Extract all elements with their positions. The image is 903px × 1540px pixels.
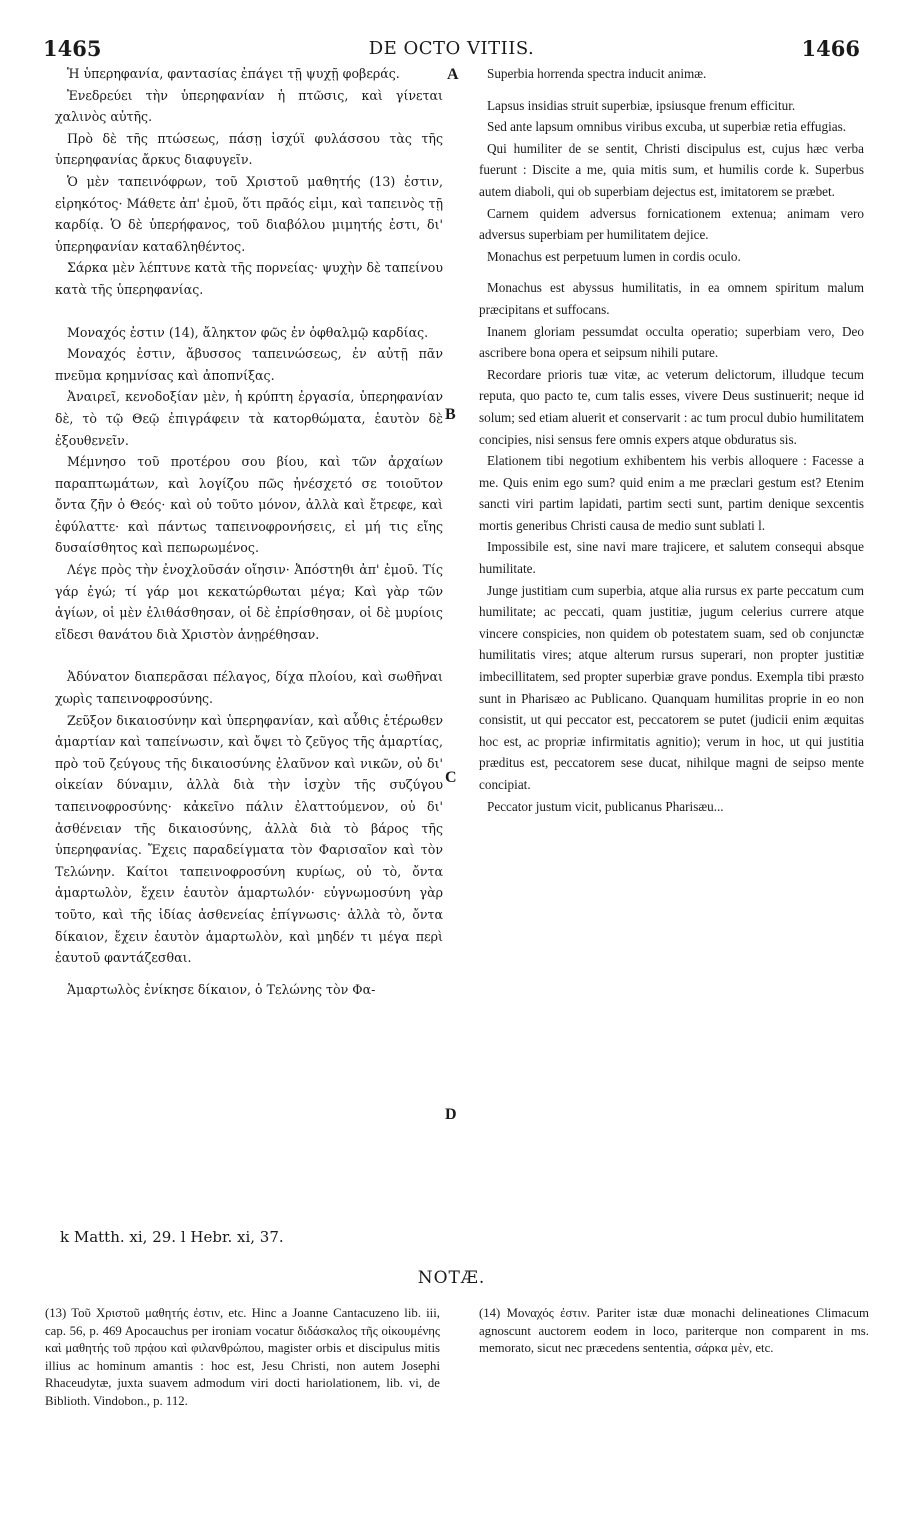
greek-column (55, 63, 443, 1000)
latin-paragraph: Monachus est abyssus humilitatis, in ea omnem spiritum malum præcipitans et suffocans. (479, 280, 864, 317)
greek-paragraph: Μέμνησο τοῦ προτέρου σου βίου, καὶ τῶν ἀρχαίων παραπτωμάτων, καὶ λογίζου πῶς ἠνέσχετό σε τοιοῦτον ὄντα ζῆν ὁ Θεός· καὶ οὐ τοῦτο μόνον, ἀλλὰ καὶ ἔτρεφε, καὶ ἐφύλαττε· καὶ πάντως ταπεινοφρονήσεις, εἰ μή τις εἴης δυσαίσθητος καὶ πεπωρωμένος. (55, 454, 443, 556)
note-14: (14) Μοναχός ἐστιν. Pariter istæ duæ monachi delineationes Climacum agnoscunt auctorem eodem in loco, pariterque non comparent in ms. memorato, sicut nec præcedens sententia, σάρκα μὲν, etc. (479, 1306, 869, 1355)
greek-paragraph: Πρὸ δὲ τῆς πτώσεως, πάσῃ ἰσχύϊ φυλάσσου τὰς τῆς ὑπερηφανίας ἄρκυς διαφυγεῖν. (55, 130, 443, 168)
latin-paragraph: Impossibile est, sine navi mare trajicere, et salutem consequi absque humilitate. (479, 539, 864, 577)
greek-paragraph: Ἐνεδρεύει τὴν ὑπερηφανίαν ἡ πτῶσις, καὶ γίνεται χαλινὸς αὐτῆς. (55, 87, 443, 125)
latin-paragraph: Junge justitiam cum superbia, atque alia rursus ex parte peccatum cum humilitate; ac peccati, quam justitiæ, jugum celerius currere atque vincere conspicies, non quidem ob potestatem suam, sed ob conjunctæ humilitatis vires; atque alterum rursus superari, non propter justitiæ imbecillitatem, sed propter superbiæ grave pondus. Exempla tibi præsto sunt in Pharisæo ac Publicano. Quanquam humilitas proprie in eo non consistit, ut qui peccator est, peccatorem se putet (judicii enim æquitas hoc est, ac propriæ infirmitatis agnitio); verum in hoc, ut qui justitia præditus est, peccatorem sese ducat, nihilque magni de seipso mente concipiat. (479, 582, 864, 792)
footnote-references: k Matth. xi, 29. l Hebr. xi, 37. (60, 1228, 284, 1246)
latin-paragraph: Elationem tibi negotium exhibentem his verbis alloquere : Facesse a me. Quis enim ego sum? quid enim a me præclari gestum est? Etenim sancti viri partim lapidati, partim secti sunt, partim denique sexcentis mortis generibus Christi causa de medio sunt sublati l. (479, 453, 864, 533)
greek-paragraph: Σάρκα μὲν λέπτυνε κατὰ τῆς πορνείας· ψυχὴν δὲ ταπείνου κατὰ τῆς ὑπερηφανίας. (55, 260, 443, 297)
greek-paragraph: Λέγε πρὸς τὴν ἐνοχλοῦσάν οἴησιν· Ἀπόστηθι ἀπ' ἐμοῦ. Τίς γάρ ἐγώ; τί γάρ μοι κεκατώρθωται μέγα; Καὶ γὰρ τῶν ἁγίων, οἱ μὲν ἐλιθάσθησαν, οἱ δὲ ἐπρίσθησαν, οἱ δὲ μυρίοις εἴδεσι θανάτου διὰ Χριστὸν ἀνῃρέθησαν. (55, 562, 443, 642)
page-number-right: 1466 (801, 36, 860, 61)
margin-marker-c: C (445, 769, 457, 786)
latin-paragraph: Qui humiliter de se sentit, Christi discipulus est, cujus hæc verba fuerunt : Discite a me, quia mitis sum, et humilis corde k. Superbus autem diaboli, qui ob superbiam dejectus est, imitatorem se præbet. (479, 140, 864, 199)
notes-left-column (45, 1305, 440, 1410)
latin-paragraph: Lapsus insidias struit superbiæ, ipsiusque frenum efficitur. (487, 97, 796, 113)
latin-column (479, 63, 864, 817)
latin-paragraph: Peccator justum vicit, publicanus Pharisæu... (487, 798, 724, 814)
greek-paragraph: Μοναχός ἐστιν, ἄβυσσος ταπεινώσεως, ἐν αὐτῇ πᾶν πνεῦμα κρημνίσας καὶ ἀποπνίξας. (55, 346, 443, 383)
latin-paragraph: Monachus est perpetuum lumen in cordis oculo. (487, 248, 741, 264)
page-number-left: 1465 (43, 36, 102, 61)
margin-marker-b: B (445, 406, 456, 423)
running-header (0, 36, 903, 62)
running-title: DE OCTO VITIIS. (368, 38, 535, 59)
greek-paragraph: Ἁμαρτωλὸς ἐνίκησε δίκαιον, ὁ Τελώνης τὸν Φα- (67, 981, 376, 997)
greek-paragraph: Ἀναιρεῖ, κενοδοξίαν μὲν, ἡ κρύπτη ἐργασία, ὑπερηφανίαν δὲ, τὸ τῷ Θεῷ ἐπιγράφειν τὰ κατορθώματα, ἑαυτὸν δὲ ἐξουθενεῖν. (55, 389, 443, 448)
greek-paragraph: Μοναχός ἐστιν (14), ἄληκτον φῶς ἐν ὀφθαλμῷ καρδίας. (67, 324, 429, 340)
latin-paragraph: Carnem quidem adversus fornicationem extenua; animam vero adversus superbiam per humilitatem dejice. (479, 205, 864, 243)
latin-paragraph: Sed ante lapsum omnibus viribus excuba, ut superbiæ retia effugias. (487, 119, 847, 135)
notes-right-column (479, 1305, 869, 1358)
margin-marker-d: D (445, 1106, 457, 1123)
greek-paragraph: Ἡ ὑπερηφανία, φαντασίας ἐπάγει τῇ ψυχῇ φοβεράς. (67, 66, 400, 81)
latin-paragraph: Recordare prioris tuæ vitæ, ac veterum delictorum, illudque tecum reputa, quo pacto te, cum talis esses, vivere Deus sustinuerit; neque id solum; sed etiam aluerit et conservarit : ac tum procul dubio humilitatem concipies, nisi sensus fere omnis expers atque obduratus sis. (479, 366, 864, 447)
latin-paragraph: Inanem gloriam pessumdat occulta operatio; superbiam vero, Deo ascribere bona opera et seipsum nihili putare. (479, 323, 864, 361)
latin-paragraph: Superbia horrenda spectra inducit animæ. (487, 66, 707, 81)
margin-marker-a: A (447, 66, 459, 83)
greek-paragraph: Ζεῦξον δικαιοσύνην καὶ ὑπερηφανίαν, καὶ αὖθις ἑτέρωθεν ἁμαρτίαν καὶ ταπείνωσιν, καὶ ὄψει τὸ ζεῦγος τῆς ἁμαρτίας, πρὸ τοῦ ζεύγους τῆς δικαιοσύνης ἐλαῦνον καὶ νικῶν, οὐ δι' οἰκείαν δύναμιν, ἀλλὰ διὰ τὴν ἰσχὺν τῆς συζύγου ταπεινοφροσύνης· κἀκεῖνο πάλιν ἐλαττούμενον, οὐ δι' ἀσθένειαν τῆς δικαιοσύνης, ἀλλὰ διὰ τὸ βάρος τῆς ὑπερηφανίας. Ἔχεις παραδείγματα τὸν Φαρισαῖον καὶ τὸν Τελώνην. Καίτοι ταπεινοφροσύνη κυρίως, οὐ τὸ, ὄντα ἁμαρτωλὸν, ἔχειν ἑαυτὸν ἁμαρτωλόν· εὐγνωμοσύνη γὰρ τοῦτο, καὶ τῆς ἰδίας ἀσθενείας ἐπίγνωσις· ἀλλὰ τὸ, ὄντα δίκαιον, ἔχειν ἑαυτὸν ἁμαρτωλὸν, καὶ μηδέν τι μέγα περὶ ἑαυτοῦ φαντάζεσθαι. (55, 712, 443, 966)
greek-paragraph: Ὁ μὲν ταπεινόφρων, τοῦ Χριστοῦ μαθητής (13) ἐστιν, εἰρηκότος· Μάθετε ἀπ' ἐμοῦ, ὅτι πρᾶός εἰμι, καὶ ταπεινὸς τῇ καρδίᾳ. Ὁ δὲ ὑπερήφανος, τοῦ διαβόλου μιμητής ἐστι, δι' ὑπερηφανίαν κατα6ληθέντος. (55, 173, 443, 254)
greek-paragraph: Ἀδύνατον διαπερᾶσαι πέλαγος, δίχα πλοίου, καὶ σωθῆναι χωρὶς ταπεινοφροσύνης. (55, 669, 443, 707)
note-13: (13) Τοῦ Χριστοῦ μαθητής ἐστιν, etc. Hinc a Joanne Cantacuzeno lib. iii, cap. 56, p. 469 Apocauchus per ironiam vocatur διδάσκαλος τῆς οἰκουμένης καὶ μαθητής τοῦ πρᾴου καὶ φιλανθρώπου, magister orbis et discipulus mitis illius ac hominum amantis : hoc est, Jesu Christi, non autem Josephi Rhaceudytæ, juxta suavem admodum viri docti hariolationem, lib. vi, de Biblioth. Vindobon., p. 112. (45, 1306, 440, 1408)
notes-heading: NOTÆ. (417, 1268, 486, 1288)
